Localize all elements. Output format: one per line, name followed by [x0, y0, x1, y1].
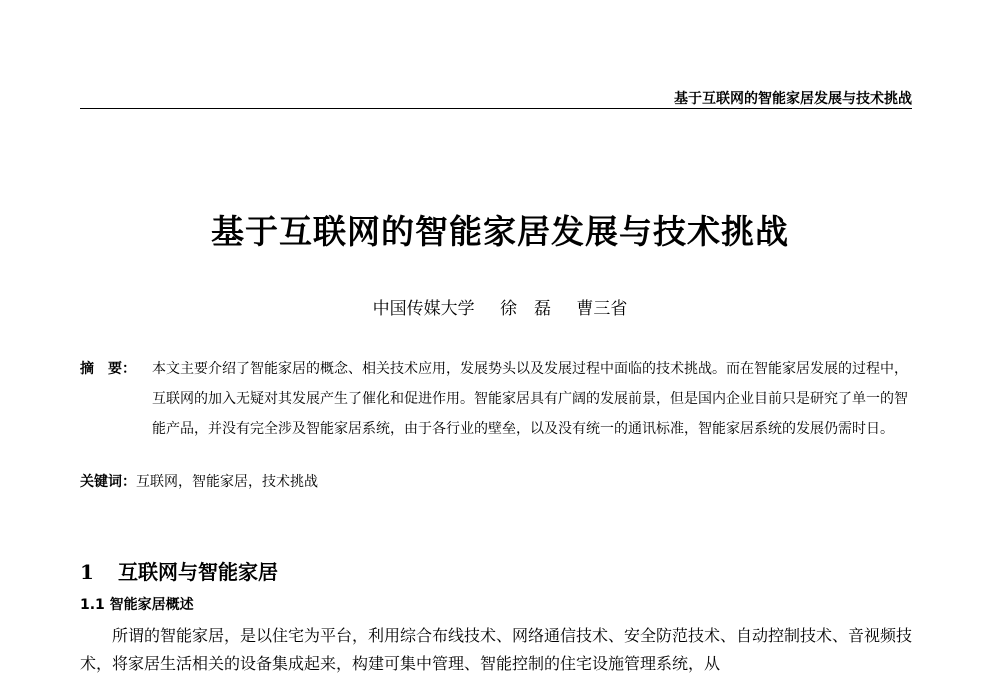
abstract	[80, 354, 912, 444]
subsection-heading: 1.1 智能家居概述	[80, 597, 194, 613]
author-name: 徐 磊	[500, 299, 551, 319]
body-paragraph: 所谓的智能家居，是以住宅为平台，利用综合布线技术、网络通信技术、安全防范技术、自动控制技术、音视频技术，将家居生活相关的设备集成起来，构建可集中管理、智能控制的住宅设施管理系统，从	[80, 626, 913, 673]
author-name: 曹三省	[576, 299, 628, 319]
section-title: 互联网与智能家居	[118, 560, 278, 584]
author-line	[0, 294, 1000, 319]
abstract-text: 本文主要介绍了智能家居的概念、相关技术应用，发展势头以及发展过程中面临的技术挑战。而在智能家居发展的过程中，互联网的加入无疑对其发展产生了催化和促进作用。智能家居具有广阔的发展前景，但是国内企业目前只是研究了单一的智能产品，并没有完全涉及智能家居系统，由于各行业的壁垒，以及没有统一的通讯标准，智能家居系统的发展仍需时日。	[152, 361, 908, 437]
header-rule	[80, 108, 912, 109]
keywords-label: 关键词：	[80, 474, 136, 490]
section-number: 1	[80, 560, 94, 584]
keywords-text: 互联网，智能家居，技术挑战	[136, 474, 318, 490]
paper-title: 基于互联网的智能家居发展与技术挑战	[211, 212, 789, 251]
affiliation: 中国传媒大学	[372, 299, 475, 319]
abstract-label: 摘 要：	[80, 361, 136, 377]
keywords	[80, 470, 912, 494]
section-heading	[80, 556, 278, 585]
running-header: 基于互联网的智能家居发展与技术挑战	[674, 91, 912, 107]
